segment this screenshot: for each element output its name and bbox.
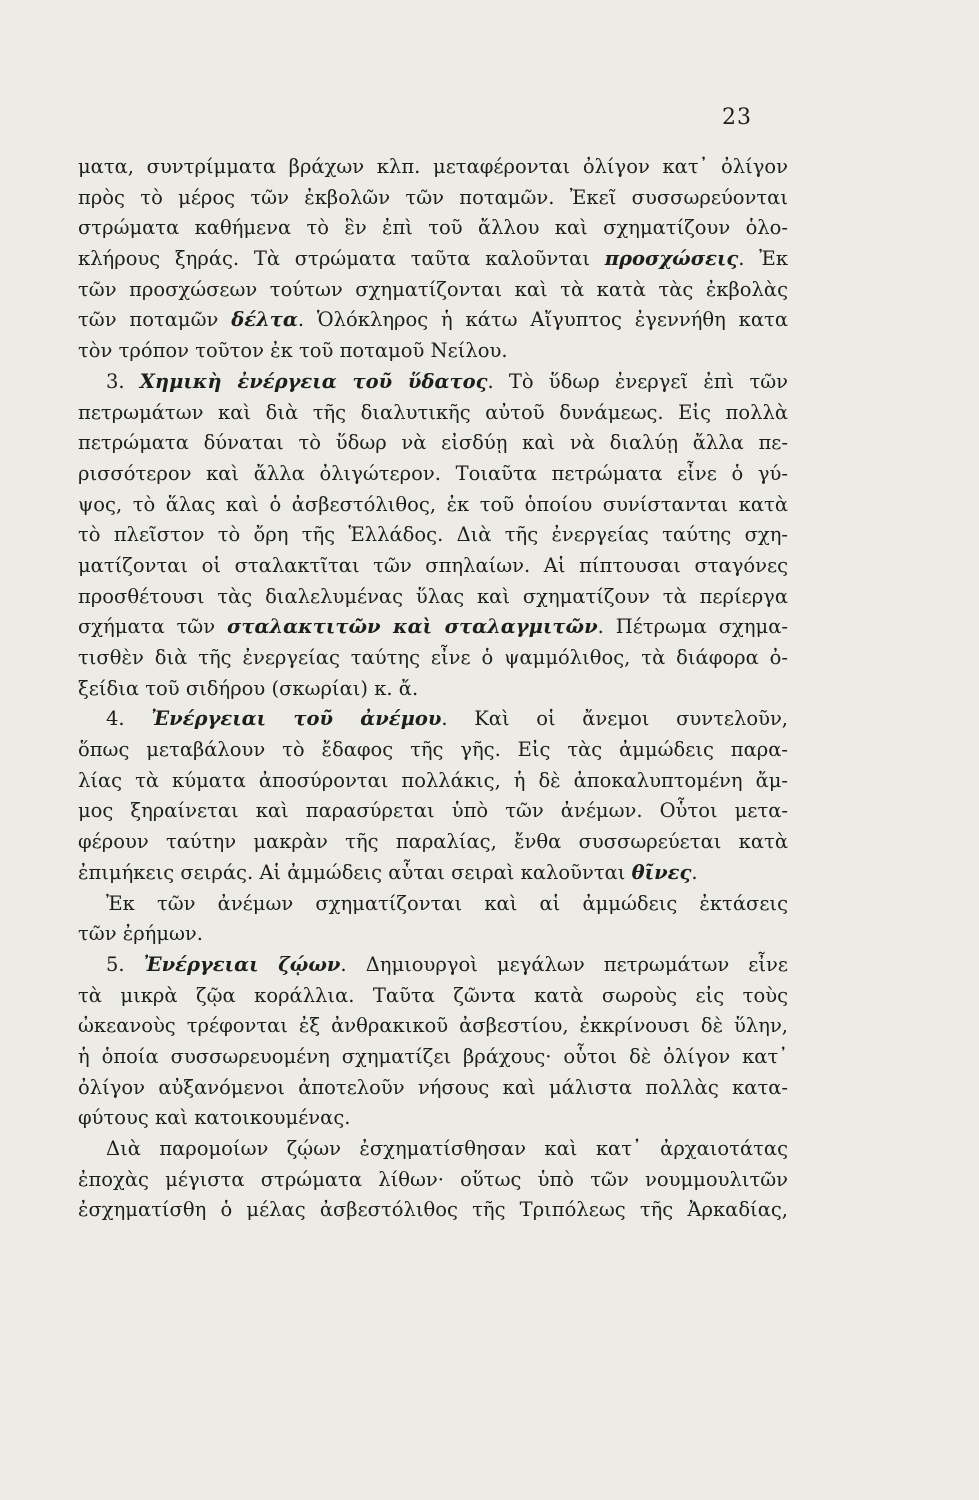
text-line — [78, 244, 788, 275]
text-line — [78, 766, 788, 797]
text-segment: ἐσχηματίσθη ὁ μέλας ἀσβεστόλιθος τῆς Τριπόλεως τῆς Ἀρκαδίας, — [78, 1198, 788, 1222]
text-segment: . Ὁλόκληρος ἡ κάτω Αἴγυπτος ἐγεννήθη κατα — [297, 308, 788, 332]
text-segment: ρισσότερον καὶ ἄλλα ὀλιγώτερον. Τοιαῦτα πετρώματα εἶνε ὁ γύ- — [78, 461, 788, 485]
text-line — [78, 1165, 788, 1196]
emphasized-term: προσχώσεις — [604, 247, 739, 271]
text-line — [78, 336, 788, 367]
text-line — [78, 950, 788, 981]
text-segment: ἡ ὁποία συσσωρευομένη σχηματίζει βράχους· οὗτοι δὲ ὀλίγον κατ᾽ — [78, 1044, 788, 1068]
text-block — [78, 152, 788, 1226]
emphasized-term: σταλακτιτῶν καὶ σταλαγμιτῶν — [226, 615, 598, 639]
text-line — [78, 551, 788, 582]
text-line — [78, 889, 788, 920]
text-segment: τὰ μικρὰ ζῷα κοράλλια. Ταῦτα ζῶντα κατὰ σωροὺς εἰς τοὺς — [78, 983, 788, 1007]
text-segment: φέρουν ταύτην μακρὰν τῆς παραλίας, ἔνθα συσσωρεύεται κατὰ — [78, 830, 788, 854]
text-line — [78, 827, 788, 858]
text-segment: πετρωμάτων καὶ διὰ τῆς διαλυτικῆς αὐτοῦ δυνάμεως. Εἰς πολλὰ — [78, 400, 788, 424]
text-line — [78, 275, 788, 306]
text-segment: 5. — [106, 952, 144, 976]
emphasized-term: Ἐνέργειαι ζῴων — [143, 952, 341, 976]
text-segment: τισθὲν διὰ τῆς ἐνεργείας ταύτης εἶνε ὁ ψαμμόλιθος, τὰ διάφορα ὀ- — [78, 646, 788, 669]
text-line — [78, 796, 788, 827]
text-line — [78, 735, 788, 766]
text-segment: φύτους καὶ κατοικουμένας. — [78, 1106, 351, 1130]
text-line — [78, 520, 788, 551]
text-line — [78, 1011, 788, 1042]
text-segment: . Καὶ οἱ ἄνεμοι συντελοῦν, — [441, 707, 788, 731]
text-line — [78, 1042, 788, 1073]
text-segment: κλήρους ξηράς. Τὰ στρώματα ταῦτα καλοῦνται — [78, 247, 605, 271]
text-segment: Διὰ παρομοίων ζῴων ἐσχηματίσθησαν καὶ κατ᾽ ἀρχαιοτάτας — [106, 1137, 788, 1160]
text-segment: σχήματα τῶν — [78, 615, 227, 639]
emphasized-term: Χημικὴ ἐνέργεια τοῦ ὕδατος — [139, 369, 488, 393]
text-segment: τῶν ἐρήμων. — [78, 922, 203, 946]
text-line — [78, 704, 788, 735]
text-segment: ξείδια τοῦ σιδήρου (σκωρίαι) κ. ἄ. — [78, 676, 419, 700]
text-segment: τῶν ποταμῶν — [78, 308, 232, 332]
text-line — [78, 305, 788, 336]
page-number: 23 — [722, 105, 752, 130]
text-line — [78, 213, 788, 244]
text-line — [78, 367, 788, 398]
text-segment: . Δημιουργοὶ μεγάλων πετρωμάτων εἶνε — [340, 952, 788, 976]
text-line — [78, 582, 788, 613]
text-line — [78, 612, 788, 643]
text-line — [78, 981, 788, 1012]
text-segment: 4. — [106, 707, 152, 731]
text-segment: ὅπως μεταβάλουν τὸ ἔδαφος τῆς γῆς. Εἰς τὰς ἀμμώδεις παρα- — [78, 738, 788, 762]
text-segment: ὀλίγον αὐξανόμενοι ἀποτελοῦν νήσους καὶ μάλιστα πολλὰς κατα- — [78, 1075, 788, 1099]
text-segment: ματίζονται οἱ σταλακτῖται τῶν σπηλαίων. Αἱ πίπτουσαι σταγόνες — [78, 553, 788, 577]
emphasized-term: θῖνες — [631, 860, 692, 884]
text-segment: . — [691, 860, 698, 884]
text-line — [78, 1195, 788, 1226]
text-segment: στρώματα καθήμενα τὸ ἓν ἐπὶ τοῦ ἄλλου καὶ σχηματίζουν ὁλο- — [78, 216, 788, 240]
text-segment: πρὸς τὸ μέρος τῶν ἐκβολῶν τῶν ποταμῶν. Ἐκεῖ συσσωρεύονται — [78, 185, 788, 209]
text-segment: . Ἐκ — [738, 247, 788, 271]
text-segment: Ἐκ τῶν ἀνέμων σχηματίζονται καὶ αἱ ἀμμώδεις ἐκτάσεις — [106, 891, 788, 915]
text-line — [78, 858, 788, 889]
text-segment: προσθέτουσι τὰς διαλελυμένας ὕλας καὶ σχηματίζουν τὰ περίεργα — [78, 584, 788, 608]
text-line — [78, 490, 788, 521]
text-line — [78, 152, 788, 183]
text-segment: ἐπιμήκεις σειράς. Αἱ ἀμμώδεις αὗται σειραὶ καλοῦνται — [78, 860, 632, 884]
text-segment: . Τὸ ὕδωρ ἐνεργεῖ ἐπὶ τῶν — [487, 369, 788, 393]
text-segment: ὠκεανοὺς τρέφονται ἐξ ἀνθρακικοῦ ἀσβεστίου, ἐκκρίνουσι δὲ ὕλην, — [78, 1014, 788, 1038]
text-segment: 3. — [106, 369, 140, 393]
text-line — [78, 1103, 788, 1134]
text-segment: ψος, τὸ ἅλας καὶ ὁ ἀσβεστόλιθος, ἐκ τοῦ ὁποίου συνίστανται κατὰ — [78, 492, 788, 516]
text-line — [78, 919, 788, 950]
emphasized-term: δέλτα — [231, 308, 298, 332]
text-segment: τὸν τρόπον τοῦτον ἐκ τοῦ ποταμοῦ Νείλου. — [78, 339, 508, 363]
emphasized-term: Ἐνέργειαι τοῦ ἀνέμου — [151, 707, 442, 731]
text-line — [78, 1134, 788, 1165]
text-line — [78, 398, 788, 429]
text-line — [78, 428, 788, 459]
text-segment: μος ξηραίνεται καὶ παρασύρεται ὑπὸ τῶν ἀνέμων. Οὗτοι μετα- — [78, 799, 788, 823]
text-line — [78, 459, 788, 490]
text-line — [78, 643, 788, 674]
text-segment: . Πέτρωμα σχημα- — [597, 615, 788, 639]
text-segment: ματα, συντρίμματα βράχων κλπ. μεταφέρονται ὀλίγον κατ᾽ ὀλίγον — [78, 155, 788, 178]
text-segment: ἐποχὰς μέγιστα στρώματα λίθων· οὕτως ὑπὸ τῶν νουμμουλιτῶν — [78, 1167, 788, 1191]
text-segment: λίας τὰ κύματα ἀποσύρονται πολλάκις, ἡ δὲ ἀποκαλυπτομένη ἄμ- — [78, 768, 788, 792]
text-segment: πετρώματα δύναται τὸ ὕδωρ νὰ εἰσδύῃ καὶ νὰ διαλύῃ ἄλλα πε- — [78, 431, 788, 455]
text-line — [78, 183, 788, 214]
text-line — [78, 674, 788, 705]
text-segment: τῶν προσχώσεων τούτων σχηματίζονται καὶ τὰ κατὰ τὰς ἐκβολὰς — [78, 277, 788, 301]
text-segment: τὸ πλεῖστον τὸ ὄρη τῆς Ἑλλάδος. Διὰ τῆς ἐνεργείας ταύτης σχη- — [78, 523, 788, 547]
text-line — [78, 1073, 788, 1104]
